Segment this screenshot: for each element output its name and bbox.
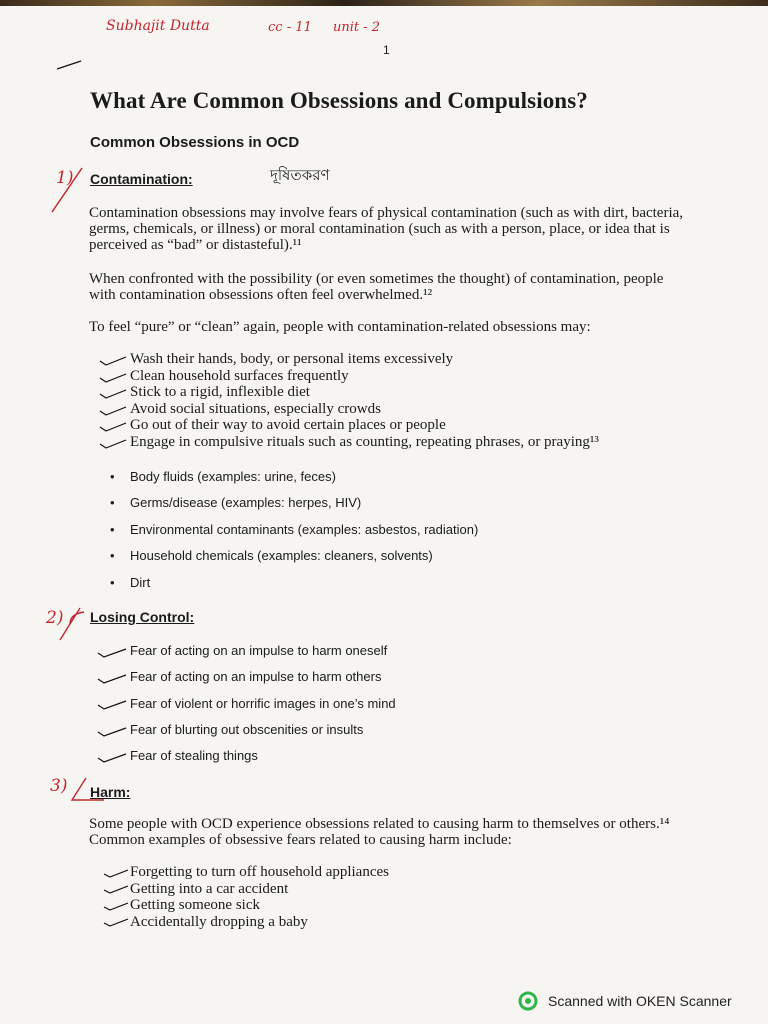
list-item: Fear of blurting out obscenities or insults xyxy=(130,721,364,737)
list-item: Fear of stealing things xyxy=(130,748,258,764)
list-item: • Dirt xyxy=(110,573,478,599)
list-item: Engage in compulsive rituals such as counting, repeating phrases, or praying¹³ xyxy=(130,433,599,450)
margin-slash-1 xyxy=(44,160,94,220)
harm-list xyxy=(130,864,389,930)
handwritten-name: Subhajit Dutta xyxy=(106,18,210,34)
list-item: • Household chemicals (examples: cleaners, solvents) xyxy=(110,546,478,572)
harm-paragraph: Some people with OCD experience obsessions related to causing harm to themselves or others.¹⁴ Common examples of obsessive fears related to causing harm include: xyxy=(89,816,670,848)
margin-dash xyxy=(55,55,85,75)
list-item: Forgetting to turn off household appliances xyxy=(130,864,389,880)
list-item: • Environmental contaminants (examples: asbestos, radiation) xyxy=(110,520,478,546)
section-number-3: 3) xyxy=(50,776,68,796)
list-item: Stick to a rigid, inflexible diet xyxy=(130,384,310,400)
list-item: • Germs/disease (examples: herpes, HIV) xyxy=(110,493,478,519)
harm-heading: Harm: xyxy=(90,784,131,800)
list-item: Fear of violent or horrific images in one’s mind xyxy=(130,695,396,711)
losing-control-list xyxy=(130,641,396,772)
list-item: • Body fluids (examples: urine, feces) xyxy=(110,467,478,493)
contamination-paragraph-1: Contamination obsessions may involve fears of physical contamination (such as with dirt, bacteria, germs, chemicals, or illness) or moral contamination (such as with a person, place, or idea that is perceived as “bad” or distasteful).¹¹ xyxy=(89,205,684,253)
list-item: Getting someone sick xyxy=(130,897,260,913)
margin-slash-2 xyxy=(40,600,100,650)
losing-control-heading: Losing Control: xyxy=(90,609,195,625)
tick-marks-3 xyxy=(100,864,130,934)
handwritten-unit: unit - 2 xyxy=(333,20,381,35)
list-item: Fear of acting on an impulse to harm oneself xyxy=(130,643,388,658)
scanner-label: Scanned with OKEN Scanner xyxy=(548,993,732,1009)
bengali-note: দূষিতকরণ xyxy=(270,166,330,184)
page-number: 1 xyxy=(383,43,390,57)
contamination-paragraph-3: To feel “pure” or “clean” again, people with contamination-related obsessions may: xyxy=(89,319,591,335)
tick-marks-1 xyxy=(96,351,130,451)
list-item: Wash their hands, body, or personal items excessively xyxy=(130,351,454,367)
scanner-watermark xyxy=(518,990,732,1012)
list-item: Clean household surfaces frequently xyxy=(130,367,349,384)
contamination-heading: Contamination: xyxy=(90,171,193,187)
handwritten-course: cc - 11 xyxy=(268,20,312,35)
contamination-examples-list xyxy=(110,467,478,599)
subtitle: Common Obsessions in OCD xyxy=(90,134,300,151)
page-title: What Are Common Obsessions and Compulsions? xyxy=(90,88,588,113)
list-item: Fear of acting on an impulse to harm others xyxy=(130,669,382,685)
list-item: Go out of their way to avoid certain places or people xyxy=(130,417,446,433)
list-item: Accidentally dropping a baby xyxy=(130,913,308,930)
section-number-1: 1) xyxy=(56,168,74,188)
list-item: Avoid social situations, especially crowds xyxy=(130,400,381,417)
tick-marks-2 xyxy=(94,641,130,771)
section-number-2: 2) xyxy=(46,608,64,628)
contamination-paragraph-2: When confronted with the possibility (or even sometimes the thought) of contamination, people with contamination obsessions often feel overwhelmed.¹² xyxy=(89,271,664,303)
scanner-logo-icon xyxy=(518,991,538,1011)
contamination-behaviors-list xyxy=(130,351,599,450)
list-item: Getting into a car accident xyxy=(130,880,289,897)
